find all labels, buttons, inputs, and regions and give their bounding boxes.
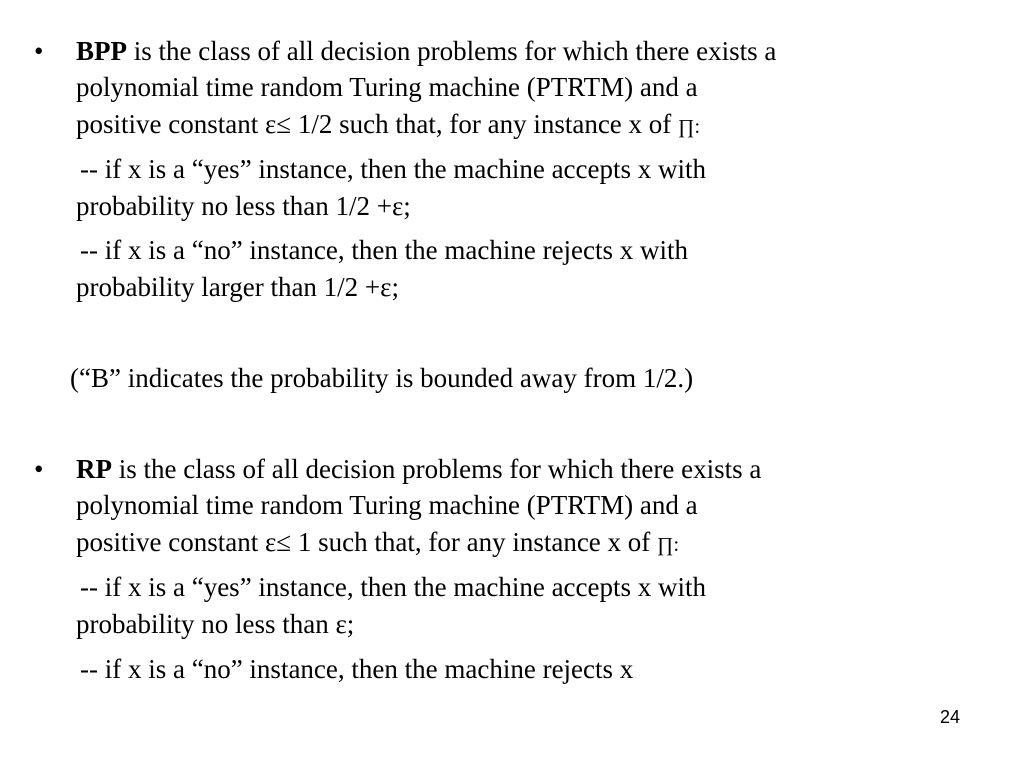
bpp-definition-line-2: polynomial time random Turing machine (PTRTM) and a	[76, 72, 698, 102]
bounded-note: (“B” indicates the probability is bounded away from 1/2.)	[70, 363, 694, 393]
problem-symbol: ∏:	[657, 534, 680, 556]
bpp-definition-line-3	[76, 105, 700, 146]
problem-symbol: ∏:	[678, 116, 701, 138]
rp-line-3-text: positive constant ε≤ 1 such that, for any instance x of	[76, 527, 658, 557]
rp-yes-case-line-2: probability no less than ε;	[76, 609, 355, 639]
rp-definition-line-3	[76, 523, 679, 564]
bpp-yes-case-line-1: -- if x is a “yes” instance, then the machine accepts x with	[80, 154, 707, 184]
rp-line-1-text: is the class of all decision problems for which there exists a	[112, 454, 762, 484]
rp-definition-line-2: polynomial time random Turing machine (PTRTM) and a	[76, 490, 698, 520]
bpp-line-1-text: is the class of all decision problems for which there exists a	[127, 36, 777, 66]
bpp-yes-case-line-2: probability no less than 1/2 +ε;	[76, 191, 411, 221]
bpp-no-case-line-2: probability larger than 1/2 +ε;	[76, 272, 399, 302]
rp-term: RP	[76, 454, 112, 484]
rp-bullet-dot: •	[34, 454, 44, 484]
bpp-bullet-dot: •	[34, 36, 44, 66]
page-number: 24	[940, 707, 961, 727]
rp-yes-case-line-1: -- if x is a “yes” instance, then the machine accepts x with	[80, 572, 707, 602]
bpp-definition-line-1	[76, 32, 776, 70]
bpp-term: BPP	[76, 36, 127, 66]
bpp-line-3-text: positive constant ε≤ 1/2 such that, for any instance x of	[76, 109, 679, 139]
bpp-no-case-line-1: -- if x is a “no” instance, then the machine rejects x with	[80, 235, 689, 265]
rp-definition-line-1	[76, 450, 761, 488]
rp-no-case-line-1: -- if x is a “no” instance, then the machine rejects x	[80, 654, 634, 684]
